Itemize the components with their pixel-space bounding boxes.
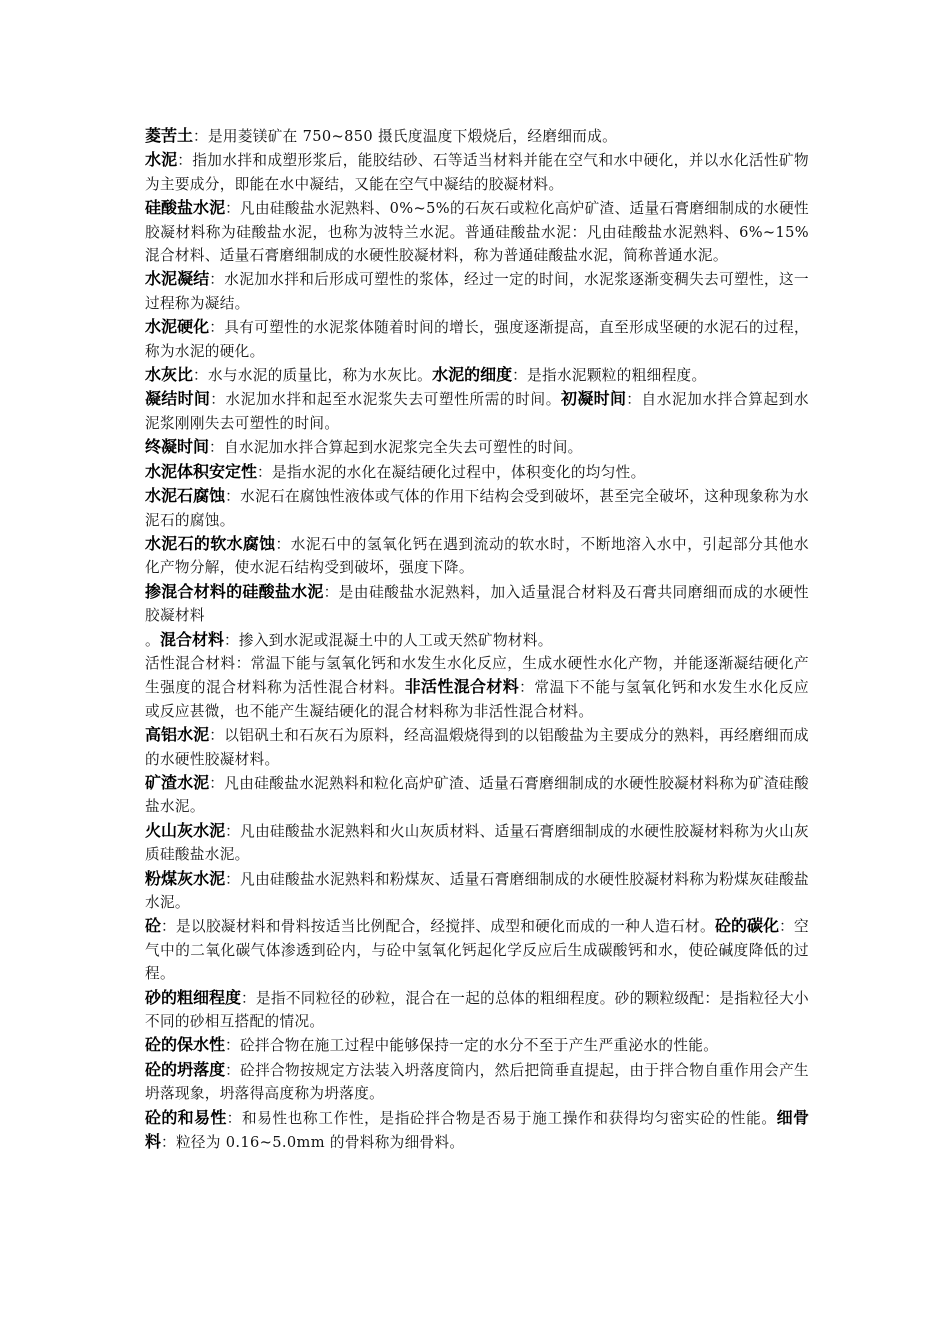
definition-paragraph [145,387,809,435]
definition-text: ：是用菱镁矿在 750~850 摄氏度温度下煅烧后，经磨细而成。 [193,128,618,145]
definition-text: ：具有可塑性的水泥浆体随着时间的增长，强度逐渐提高，直至形成坚硬的水泥石的过程，称为水泥的硬化。 [145,319,809,360]
definition-paragraph [145,460,809,484]
term-heading: 硅酸盐水泥 [145,198,226,218]
term-heading: 初凝时间 [561,389,627,409]
term-heading: 水泥 [145,150,178,170]
definition-paragraph [145,771,809,819]
definition-paragraph [145,124,809,148]
definition-paragraph [145,628,809,652]
definition-text: ：水泥石在腐蚀性液体或气体的作用下结构会受到破坏，甚至完全破坏，这种现象称为水泥石的腐蚀。 [145,488,809,529]
term-heading: 砼的坍落度 [145,1059,226,1079]
term-heading: 非活性混合材料 [404,677,520,697]
definition-text: ：自水泥加水拌合算起到水泥浆完全失去可塑性的时间。 [209,439,583,457]
definition-paragraph [145,148,809,196]
definition-text: ：掺入到水泥或混凝土中的人工或天然矿物材料。 [223,631,553,649]
term-heading: 水泥的细度 [432,365,513,385]
term-heading: 菱苦土 [145,126,194,145]
term-heading: 矿渣水泥 [145,772,210,792]
definition-paragraph [145,363,809,387]
definition-paragraph [145,580,809,628]
term-heading: 细骨料 [145,1107,809,1152]
term-heading: 水泥石腐蚀 [145,486,226,506]
definition-text: ：凡由硅酸盐水泥熟料和粒化高炉矿渣、适量石膏磨细制成的水硬性胶凝材料称为矿渣硅酸盐水泥。 [145,774,809,816]
definition-text: ：凡由硅酸盐水泥熟料和粉煤灰、适量石膏磨细制成的水硬性胶凝材料称为粉煤灰硅酸盐水泥。 [145,870,809,911]
definition-text: ：空气中的二氧化碳气体渗透到砼内，与砼中氢氧化钙起化学反应后生成碳酸钙和水，使砼碱度降低的过程。 [145,918,809,983]
definition-paragraph [145,914,809,985]
definition-text: 活性混合材料：常温下能与氢氧化钙和水发生水化反应，生成水硬性水化产物，并能逐渐凝结硬化产生强度的混合材料称为活性混合材料。 [145,654,809,697]
term-heading: 水灰比 [145,365,194,385]
definition-paragraph [145,652,809,723]
definition-text: ：凡由硅酸盐水泥熟料和火山灰质材料、适量石膏磨细制成的水硬性胶凝材料称为火山灰质硅酸盐水泥。 [145,822,809,864]
term-heading: 砼的和易性 [145,1107,227,1127]
term-heading: 终凝时间 [145,437,210,457]
definition-text: ：是指水泥颗粒的粗细程度。 [512,367,707,385]
term-heading: 水泥石的软水腐蚀 [145,533,276,553]
definition-paragraph [145,267,809,315]
term-heading: 粉煤灰水泥 [145,868,226,888]
term-heading: 掺混合材料的硅酸盐水泥 [145,581,324,601]
definition-text: ：是以胶凝材料和骨料按适当比例配合，经搅拌、成型和硬化而成的一种人造石材。 [161,918,715,936]
definition-paragraph [145,532,809,580]
definition-text: ：是指水泥的水化在凝结硬化过程中，体积变化的均匀性。 [257,463,646,481]
definition-paragraph [145,819,809,867]
definition-text: ：砼拌合物按规定方法装入坍落度筒内，然后把筒垂直提起，由于拌合物自重作用会产生坍落现象，坍落得高度称为坍落度。 [145,1061,809,1103]
term-heading: 混合材料 [159,629,224,649]
definition-text: 。 [145,631,160,649]
definition-paragraph [145,723,809,771]
definition-text: ：自水泥加水拌合算起到水泥浆刚刚失去可塑性的时间。 [145,391,809,432]
term-heading: 砼的保水性 [145,1035,226,1055]
definition-text: ：砼拌合物在施工过程中能够保持一定的水分不至于产生严重泌水的性能。 [225,1037,719,1055]
definition-text: ：是由硅酸盐水泥熟料，加入适量混合材料及石膏共同磨细而成的水硬性胶凝材料 [145,583,809,625]
document-body [145,124,809,1154]
definition-text: ：水泥石中的氢氧化钙在遇到流动的软水时，不断地溶入水中，引起部分其他水化产物分解，使水泥石结构受到破坏，强度下降。 [145,535,809,577]
term-heading: 水泥硬化 [145,317,210,337]
definition-paragraph [145,435,809,459]
definition-text: ：水泥加水拌和后形成可塑性的浆体，经过一定的时间，水泥浆逐渐变稠失去可塑性，这一过程称为凝结。 [145,271,809,312]
definition-paragraph [145,196,809,267]
definition-text: ：凡由硅酸盐水泥熟料、0%~5%的石灰石或粒化高炉矿渣、适量石膏磨细制成的水硬性胶凝材料称为硅酸盐水泥，也称为波特兰水泥。普通硅酸盐水泥：凡由硅酸盐水泥熟料、6%~15%混合材料、适量石膏磨细制成的水硬性胶凝材料，称为普通硅酸盐水泥，简称普通水泥。 [145,200,809,265]
definition-text: ：以铝矾土和石灰石为原料，经高温煅烧得到的以铝酸盐为主要成分的熟料，再经磨细而成的水硬性胶凝材料。 [145,727,809,768]
definition-text: ：粒径为 0.16~5.0mm 的骨料称为细骨料。 [161,1134,465,1152]
definition-paragraph [145,315,809,363]
term-heading: 砂的粗细程度 [145,987,242,1007]
definition-paragraph [145,484,809,532]
definition-paragraph [145,1106,809,1155]
definition-text: ：水与水泥的质量比，称为水灰比。 [193,367,433,385]
definition-text: ：和易性也称工作性，是指砼拌合物是否易于施工操作和获得均匀密实砼的性能。 [226,1109,777,1127]
term-heading: 凝结时间 [145,389,211,409]
term-heading: 火山灰水泥 [145,820,226,840]
definition-text: ：是指不同粒径的砂粒，混合在一起的总体的粗细程度。砂的颗粒级配：是指粒径大小不同的砂相互搭配的情况。 [145,989,809,1031]
term-heading: 水泥体积安定性 [145,461,258,481]
term-heading: 砼的碳化 [714,916,780,936]
term-heading: 高铝水泥 [145,725,210,745]
definition-paragraph [145,1058,809,1106]
definition-text: ：常温下不能与氢氧化钙和水发生水化反应或反应甚微，也不能产生凝结硬化的混合材料称为非活性混合材料。 [145,679,809,720]
definition-paragraph [145,867,809,915]
definition-paragraph [145,986,809,1034]
definition-text: ：水泥加水拌和起至水泥浆失去可塑性所需的时间。 [210,391,562,409]
definition-text: ：指加水拌和成塑形浆后，能胶结砂、石等适当材料并能在空气和水中硬化，并以水化活性矿物为主要成分，即能在水中凝结，又能在空气中凝结的胶凝材料。 [145,152,809,193]
term-heading: 砼 [145,916,162,936]
definition-paragraph [145,1033,809,1057]
term-heading: 水泥凝结 [145,269,210,289]
